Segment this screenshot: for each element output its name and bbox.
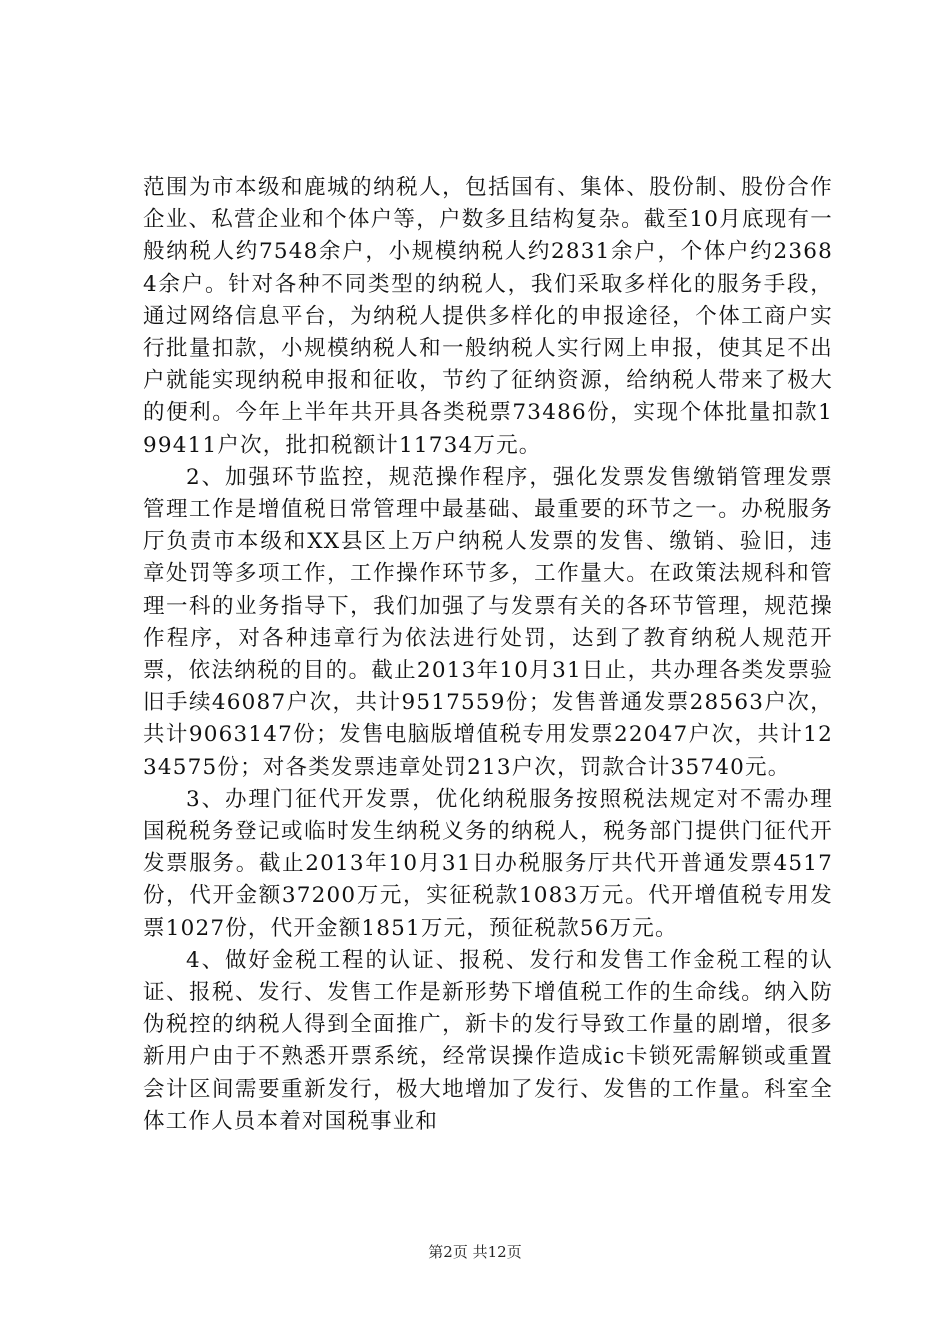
paragraph-2: 2、加强环节监控，规范操作程序，强化发票发售缴销管理发票管理工作是增值税日常管理中最基础、最重要的环节之一。办税服务厅负责市本级和XX县区上万户纳税人发票的发售、缴销、验旧，违章处罚等多项工作，工作操作环节多，工作量大。在政策法规科和管理一科的业务指导下，我们加强了与发票有关的各环节管理，规范操作程序，对各种违章行为依法进行处罚，达到了教育纳税人规范开票，依法纳税的目的。截止2013年10月31日止，共办理各类发票验旧手续46087户次，共计9517559份；发售普通发票28563户次，共计9063147份；发售电脑版增值税专用发票22047户次，共计1234575份；对各类发票违章处罚213户次，罚款合计35740元。 [143,464,833,780]
paragraph-4: 4、做好金税工程的认证、报税、发行和发售工作金税工程的认证、报税、发行、发售工作是新形势下增值税工作的生命线。纳入防伪税控的纳税人得到全面推广，新卡的发行导致工作量的剧增，很多新用户由于不熟悉开票系统，经常误操作造成ic卡锁死需解锁或重置会计区间需要重新发行，极大地增加了发行、发售的工作量。科室全体工作人员本着对国税事业和 [143,947,833,1134]
page-number-footer: 第2页 共12页 [428,1243,522,1261]
document-body [143,172,833,1138]
paragraph-3: 3、办理门征代开发票，优化纳税服务按照税法规定对不需办理国税税务登记或临时发生纳税义务的纳税人，税务部门提供门征代开发票服务。截止2013年10月31日办税服务厅共代开普通发票4517份，代开金额37200万元，实征税款1083万元。代开增值税专用发票1027份，代开金额1851万元，预征税款56万元。 [143,786,833,941]
paragraph-1: 范围为市本级和鹿城的纳税人，包括国有、集体、股份制、股份合作企业、私营企业和个体户等，户数多且结构复杂。截至10月底现有一般纳税人约7548余户，小规模纳税人约2831余户，个体户约23684余户。针对各种不同类型的纳税人，我们采取多样化的服务手段，通过网络信息平台，为纳税人提供多样化的申报途径，个体工商户实行批量扣款，小规模纳税人和一般纳税人实行网上申报，使其足不出户就能实现纳税申报和征收，节约了征纳资源，给纳税人带来了极大的便利。今年上半年共开具各类税票73486份，实现个体批量扣款199411户次，批扣税额计11734万元。 [143,175,833,458]
